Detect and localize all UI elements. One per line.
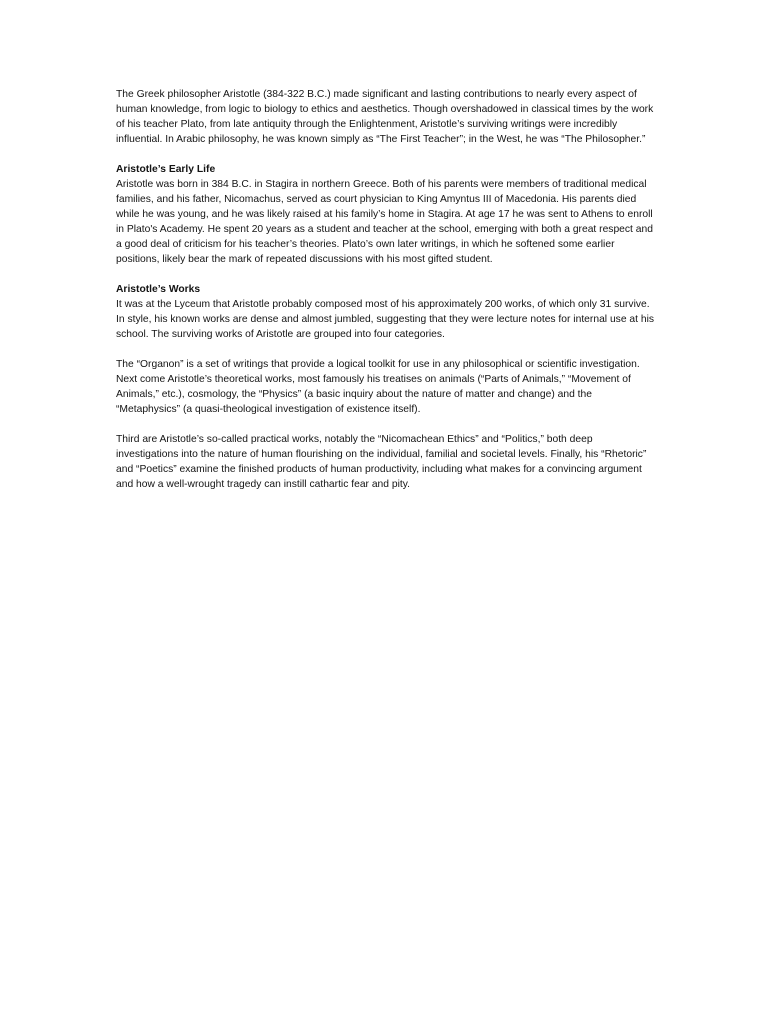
intro-paragraph: The Greek philosopher Aristotle (384-322 B.C.) made significant and lasting contributions to nearly every aspect of human knowledge, from logic to biology to ethics and aesthetics. Though overshadowed in classical times by the work of his teacher Plato, from late antiquity through the Enlightenment, Aristotle’s surviving writings were incredibly influential. In Arabic philosophy, he was known simply as “The First Teacher”; in the West, he was “The Philosopher.” <box>116 89 654 145</box>
works-paragraph-3: Third are Aristotle’s so-called practical works, notably the “Nicomachean Ethics” and “Politics,” both deep investigations into the nature of human flourishing on the individual, familial and societal levels. Finally, his “Rhetoric” and “Poetics” examine the finished products of human productivity, including what makes for a convincing argument and how a well-wrought tragedy can instill cathartic fear and pity. <box>116 434 647 490</box>
works-paragraph-2: The “Organon” is a set of writings that provide a logical toolkit for use in any philosophical or scientific investigation. Next come Aristotle’s theoretical works, most famously his treatises on animals (“Parts of Animals,” “Movement of Animals,” etc.), cosmology, the “Physics” (a basic inquiry about the nature of matter and change) and the “Metaphysics” (a quasi-theological investigation of existence itself). <box>116 359 640 415</box>
works-paragraph-1: It was at the Lyceum that Aristotle probably composed most of his approximately 200 works, of which only 31 survive. In style, his known works are dense and almost jumbled, suggesting that they were lecture notes for internal use at his school. The surviving works of Aristotle are grouped into four categories. <box>116 299 655 340</box>
paragraph-spacer <box>116 342 656 357</box>
paragraph-spacer <box>116 147 656 162</box>
early-life-paragraph: Aristotle was born in 384 B.C. in Stagira in northern Greece. Both of his parents were members of traditional medical families, and his father, Nicomachus, served as court physician to King Amyntus III of Macedonia. His parents died while he was young, and he was likely raised at his family’s home in Stagira. At age 17 he was sent to Athens to enroll in Plato's Academy. He spent 20 years as a student and teacher at the school, emerging with both a great respect and a good deal of criticism for his teacher’s theories. Plato’s own later writings, in which he softened some earlier positions, likely bear the mark of repeated discussions with his most gifted student. <box>116 179 653 265</box>
section-heading-early-life: Aristotle’s Early Life <box>116 164 216 175</box>
document-body <box>116 87 656 492</box>
paragraph-spacer <box>116 267 656 282</box>
paragraph-spacer <box>116 417 656 432</box>
section-heading-works: Aristotle’s Works <box>116 284 201 295</box>
